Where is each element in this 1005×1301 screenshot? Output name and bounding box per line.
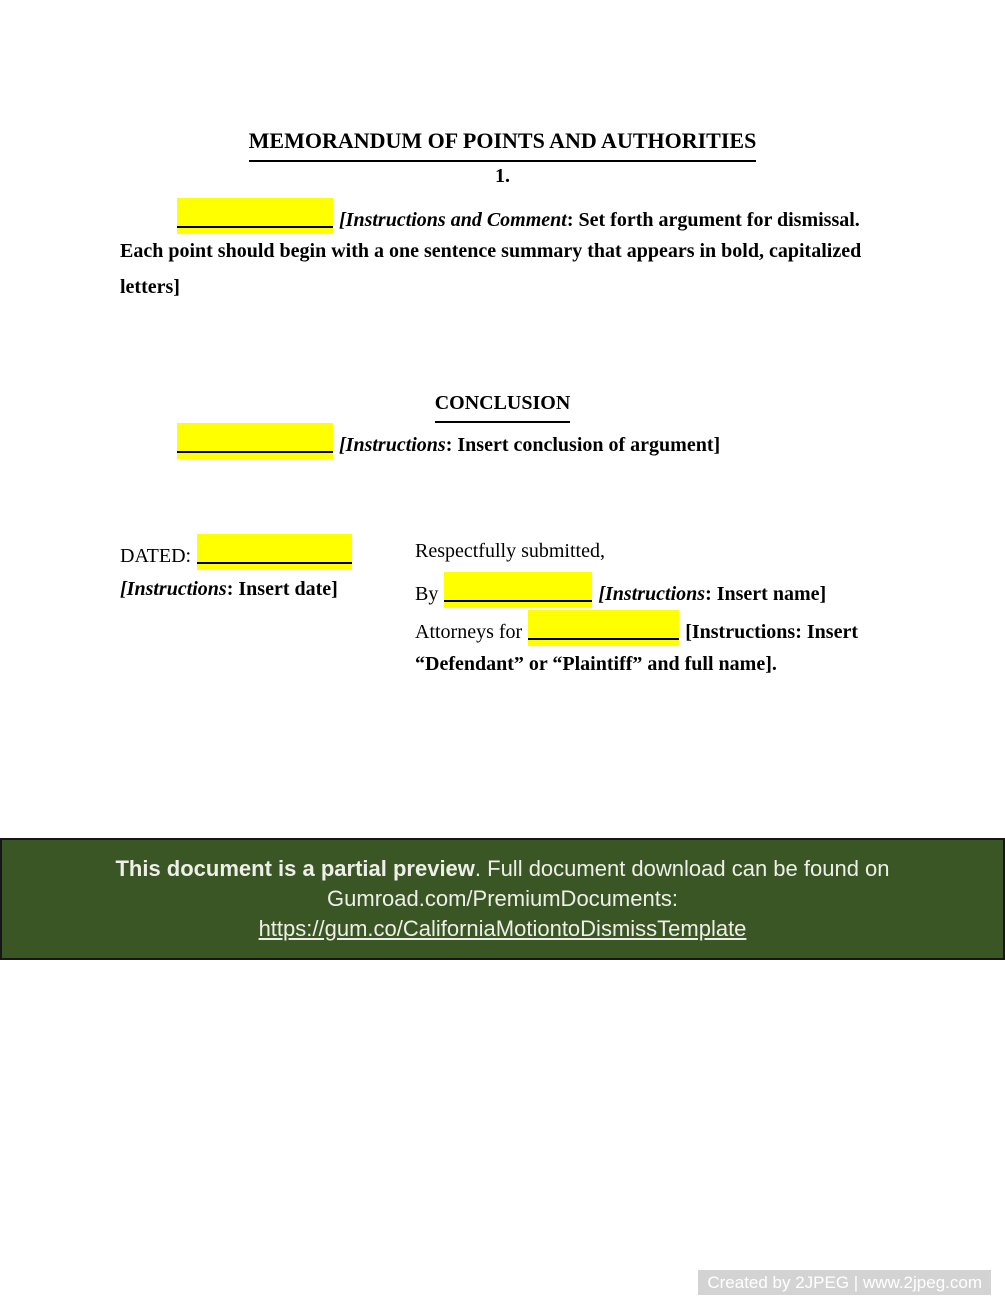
dated-line — [120, 534, 352, 573]
preview-banner-line2: Gumroad.com/PremiumDocuments: — [327, 886, 678, 911]
conclusion-instructions-text: : Insert conclusion of argument] — [445, 434, 721, 456]
preview-banner-line1 — [2, 854, 1003, 884]
fill-in-blank-name — [444, 572, 592, 608]
gumroad-link[interactable]: https://gum.co/CaliforniaMotiontoDismissTemplate — [258, 916, 747, 941]
conclusion-heading-line — [0, 386, 1005, 423]
conclusion-instructions-label: [Instructions — [339, 434, 446, 456]
conclusion-heading: CONCLUSION — [435, 386, 571, 423]
by-line — [415, 572, 826, 611]
dated-instructions-label: [Instructions — [120, 578, 227, 600]
preview-banner-bold: This document is a partial preview — [115, 856, 475, 881]
preview-banner-line3 — [2, 914, 1003, 944]
attorneys-label: Attorneys for — [415, 621, 523, 643]
memo-instructions-text: : Set forth argument for dismissal. — [566, 209, 860, 231]
fill-in-blank-argument — [177, 198, 333, 234]
attorneys-line — [415, 610, 858, 649]
preview-banner-rest: . Full document download can be found on — [474, 856, 890, 881]
memo-instructions-line — [177, 198, 860, 237]
fill-in-blank-date — [197, 534, 352, 570]
attorneys-instructions-line1: [Instructions: Insert — [685, 621, 858, 643]
memo-instructions-label: [Instructions and Comment — [339, 209, 567, 231]
by-instructions-text: : Insert name] — [705, 583, 827, 605]
dated-instructions-text: : Insert date] — [226, 578, 338, 600]
memo-body-line3: letters] — [120, 276, 180, 298]
watermark-badge: Created by 2JPEG | www.2jpeg.com — [698, 1270, 991, 1295]
preview-banner — [0, 838, 1005, 960]
memo-title: MEMORANDUM OF POINTS AND AUTHORITIES — [249, 124, 757, 162]
memo-body-line2: Each point should begin with a one sentence summary that appears in bold, capitalized — [120, 240, 862, 262]
by-label: By — [415, 583, 439, 605]
attorneys-instructions-line2: “Defendant” or “Plaintiff” and full name]. — [415, 653, 777, 675]
dated-label: DATED: — [120, 545, 192, 567]
by-instructions-label: [Instructions — [598, 583, 706, 605]
fill-in-blank-party — [528, 610, 679, 646]
fill-in-blank-conclusion — [177, 423, 333, 459]
section-number: 1. — [495, 165, 510, 187]
memo-title-line — [0, 124, 1005, 162]
dated-instructions-line — [120, 572, 338, 606]
respectfully-line: Respectfully submitted, — [415, 540, 605, 562]
conclusion-instructions-line — [177, 423, 720, 462]
